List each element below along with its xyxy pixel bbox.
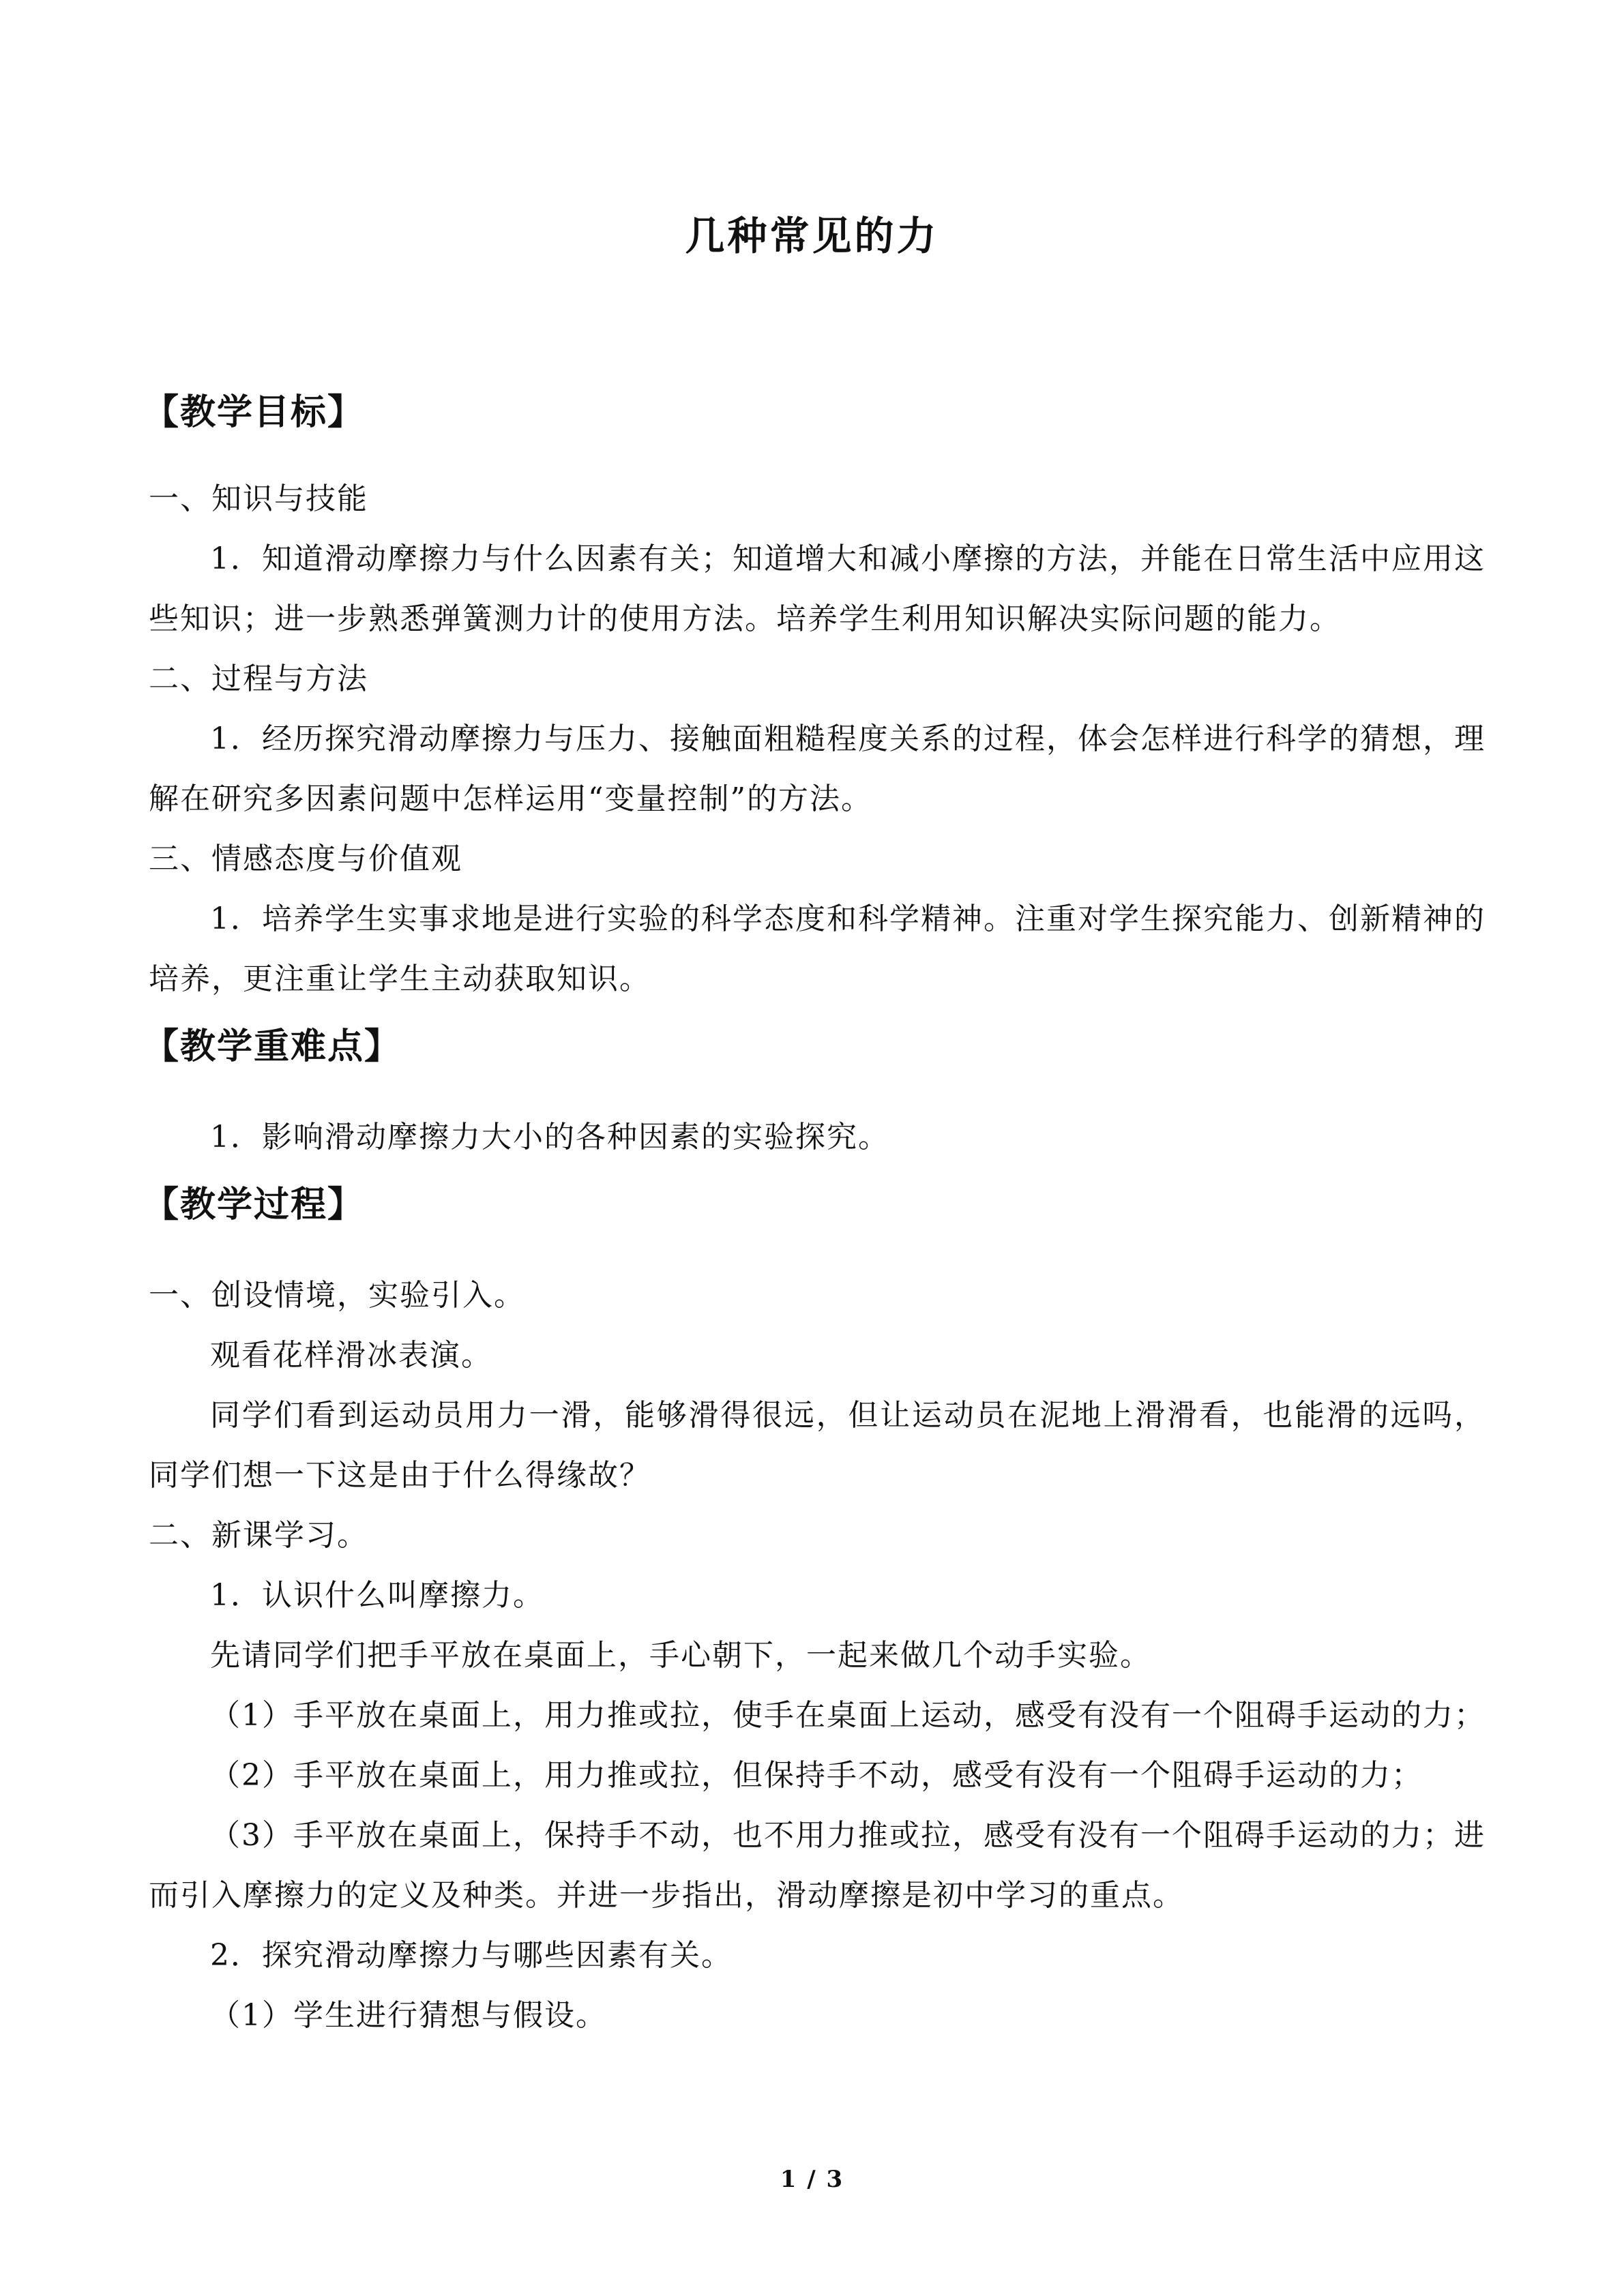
paragraph-hypothesis: （1）学生进行猜想与假设。 xyxy=(210,1998,607,2033)
document-title: 几种常见的力 xyxy=(685,213,939,259)
section-heading-teaching-goals: 【教学目标】 xyxy=(143,391,365,433)
paragraph-process-method: 1．经历探究滑动摩擦力与压力、接触面粗糙程度关系的过程，体会怎样进行科学的猜想，理解在研究多因素问题中怎样运用“变量控制”的方法。 xyxy=(149,721,1486,816)
paragraph-experiment-2: （2）手平放在桌面上，用力推或拉，但保持手不动，感受有没有一个阻碍手运动的力； xyxy=(210,1758,1423,1793)
paragraph-knowledge-skills: 1．知道滑动摩擦力与什么因素有关；知道增大和减小摩擦的方法，并能在日常生活中应用这些知识；进一步熟悉弹簧测力计的使用方法。培养学生利用知识解决实际问题的能力。 xyxy=(149,541,1486,636)
paragraph-experiment-3: （3）手平放在桌面上，保持手不动，也不用力推或拉，感受有没有一个阻碍手运动的力；进而引入摩擦力的定义及种类。并进一步指出，滑动摩擦是初中学习的重点。 xyxy=(149,1818,1486,1913)
page-number: 1 / 3 xyxy=(780,2166,844,2193)
paragraph-what-is-friction: 1．认识什么叫摩擦力。 xyxy=(210,1578,544,1613)
paragraph-explore-factors: 2．探究滑动摩擦力与哪些因素有关。 xyxy=(210,1938,733,1973)
paragraph-key-difficulties: 1．影响滑动摩擦力大小的各种因素的实验探究。 xyxy=(210,1120,889,1154)
subsection-title-knowledge-skills: 一、知识与技能 xyxy=(149,481,368,516)
paragraph-watch-skating: 观看花样滑冰表演。 xyxy=(210,1338,492,1373)
paragraph-skating-question: 同学们看到运动员用力一滑，能够滑得很远，但让运动员在泥地上滑滑看，也能滑的远吗，同学们想一下这是由于什么得缘故？ xyxy=(149,1398,1486,1493)
subsection-title-new-lesson: 二、新课学习。 xyxy=(149,1518,368,1553)
section-heading-key-difficulties: 【教学重难点】 xyxy=(143,1026,402,1067)
paragraph-hand-experiment-intro: 先请同学们把手平放在桌面上，手心朝下，一起来做几个动手实验。 xyxy=(210,1638,1151,1673)
subsection-title-introduction: 一、创设情境，实验引入。 xyxy=(149,1278,525,1313)
document-body xyxy=(143,382,1486,2046)
subsection-title-process-method: 二、过程与方法 xyxy=(149,661,368,696)
paragraph-attitude-values: 1．培养学生实事求地是进行实验的科学态度和科学精神。注重对学生探究能力、创新精神的培养，更注重让学生主动获取知识。 xyxy=(149,901,1486,996)
section-heading-teaching-process: 【教学过程】 xyxy=(143,1184,365,1225)
paragraph-experiment-1: （1）手平放在桌面上，用力推或拉，使手在桌面上运动，感受有没有一个阻碍手运动的力； xyxy=(210,1698,1486,1733)
subsection-title-attitude-values: 三、情感态度与价值观 xyxy=(149,841,462,876)
